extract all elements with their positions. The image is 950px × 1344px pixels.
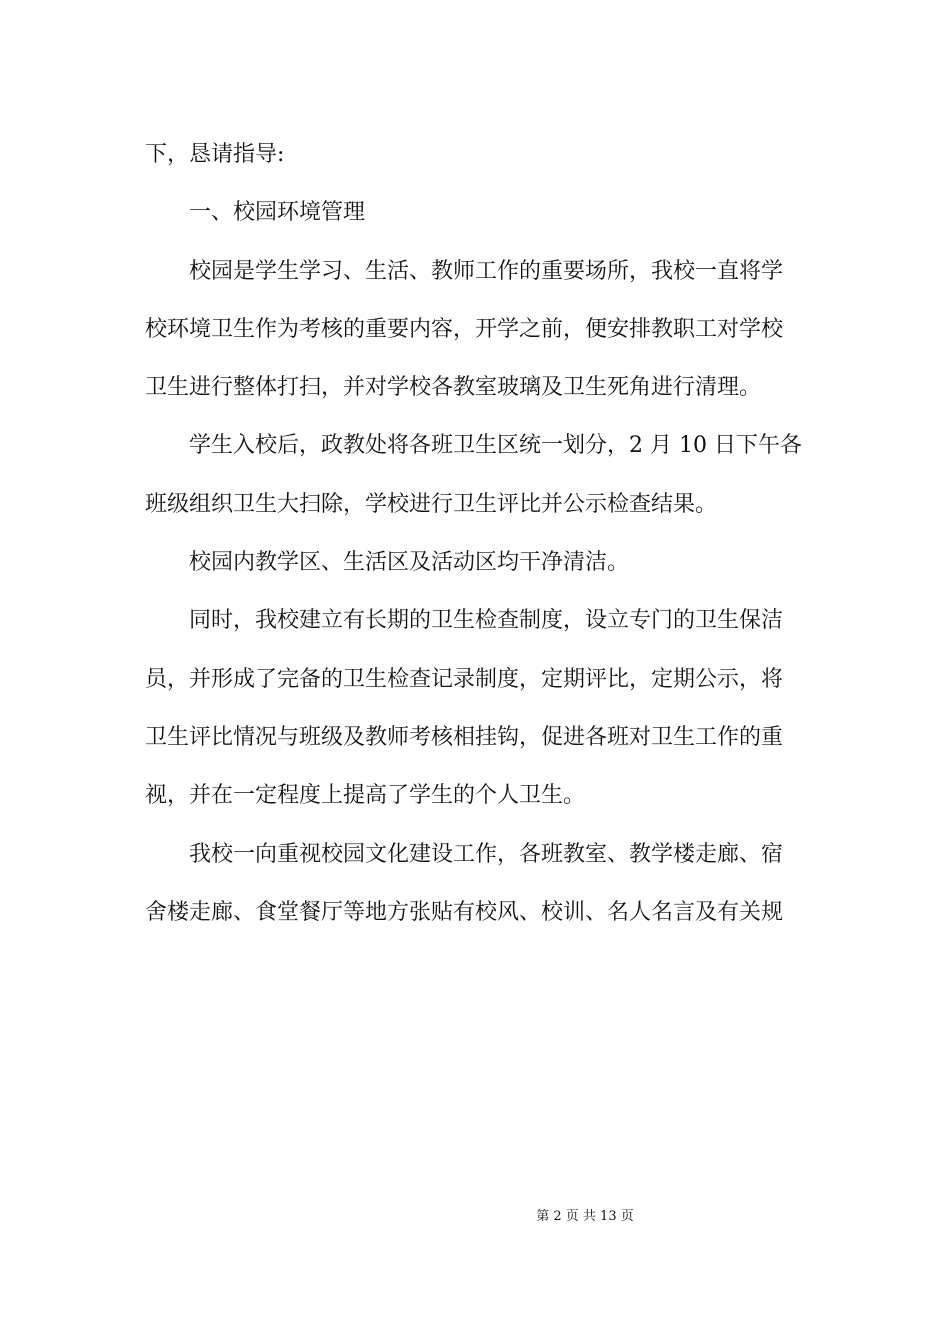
text-line-14: 舍楼走廊、食堂餐厅等地方张贴有校风、校训、名人名言及有关规 bbox=[145, 899, 784, 925]
text-line-13: 我校一向重视校园文化建设工作，各班教室、教学楼走廊、宿 bbox=[189, 841, 784, 867]
text-line-11: 卫生评比情况与班级及教师考核相挂钩，促进各班对卫生工作的重 bbox=[145, 724, 784, 750]
text-line-3: 校园是学生学习、生活、教师工作的重要场所，我校一直将学 bbox=[189, 258, 784, 284]
text-line-5: 卫生进行整体打扫，并对学校各教室玻璃及卫生死角进行清理。 bbox=[145, 375, 762, 401]
text-line-10: 员，并形成了完备的卫生检查记录制度，定期评比，定期公示，将 bbox=[145, 666, 784, 692]
text-line-7: 班级组织卫生大扫除，学校进行卫生评比并公示检查结果。 bbox=[145, 491, 718, 517]
text-line-1: 下，恳请指导: bbox=[145, 142, 285, 167]
text-line-6: 学生入校后，政教处将各班卫生区统一划分，2 月 10 日下午各 bbox=[189, 433, 802, 459]
page-number-footer: 第 2 页 共 13 页 bbox=[536, 1209, 634, 1224]
document-body bbox=[145, 126, 807, 942]
text-line-4: 校环境卫生作为考核的重要内容，开学之前，便安排教职工对学校 bbox=[145, 316, 784, 342]
text-line-9: 同时，我校建立有长期的卫生检查制度，设立专门的卫生保洁 bbox=[189, 608, 784, 634]
text-line-8: 校园内教学区、生活区及活动区均干净清洁。 bbox=[189, 550, 630, 576]
section-heading: 一、校园环境管理 bbox=[189, 200, 366, 226]
text-line-12: 视，并在一定程度上提高了学生的个人卫生。 bbox=[145, 783, 586, 809]
